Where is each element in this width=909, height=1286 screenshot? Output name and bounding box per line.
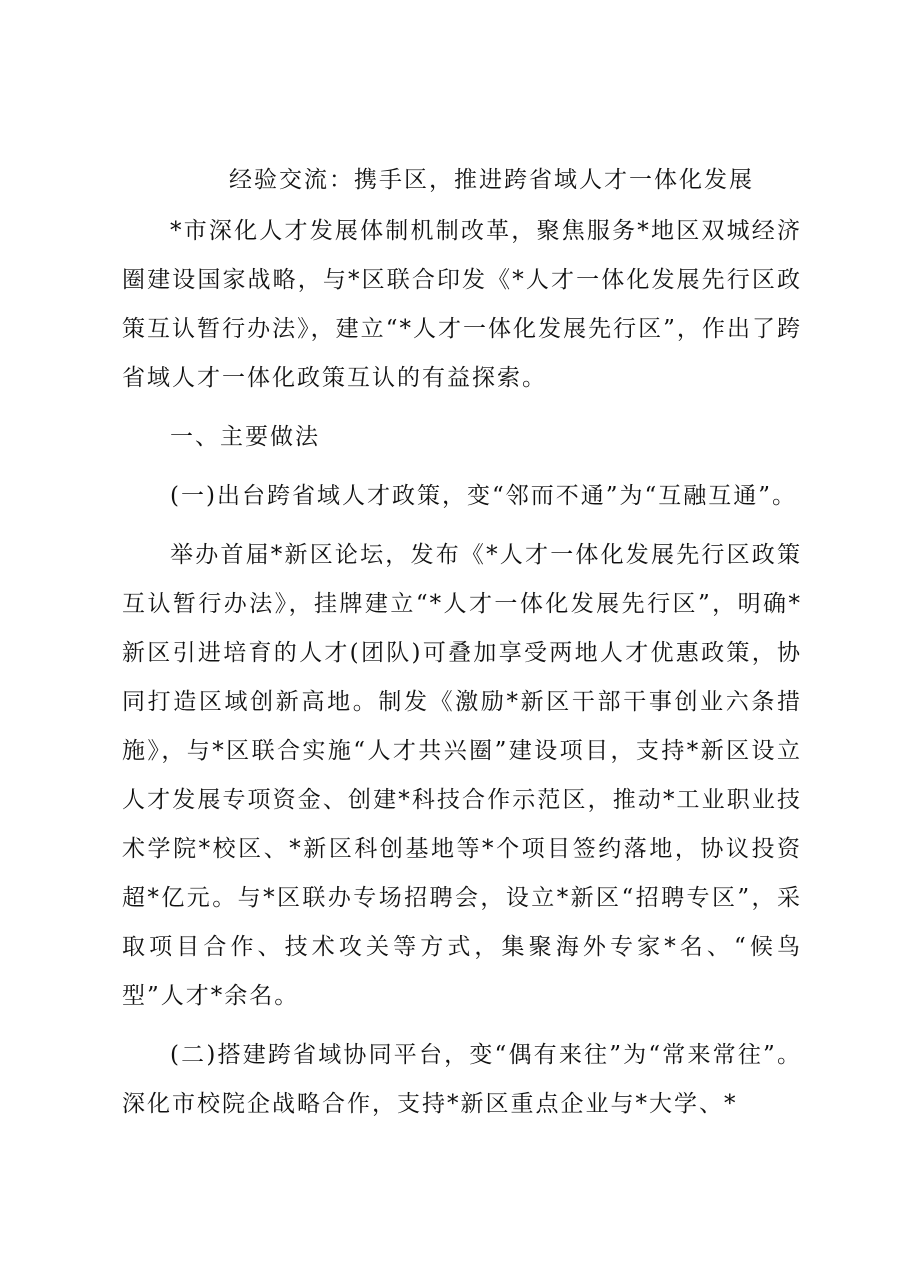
subheading-policy: (一)出台跨省域人才政策，变“邻而不通”为“互融互通”。 [170, 483, 797, 509]
section-heading-main-practices: 一、主要做法 [170, 424, 320, 450]
document-body [122, 207, 802, 1129]
document-title: 经验交流：携手区，推进跨省域人才一体化发展 [229, 167, 754, 193]
paragraph-intro: *市深化人才发展体制机制改革，聚焦服务*地区双城经济圈建设国家战略，与*区联合印发《*人才一体化发展先行区政策互认暂行办法》，建立“*人才一体化发展先行区”，作出了跨省域人才一体化政策互认的有益探索。 [122, 218, 802, 391]
paragraph-platform: (二)搭建跨省域协同平台，变“偶有来往”为“常来常往”。深化市校院企战略合作，支持*新区重点企业与*大学、* [122, 1042, 802, 1117]
paragraph-policy-details: 举办首届*新区论坛，发布《*人才一体化发展先行区政策互认暂行办法》，挂牌建立“*人才一体化发展先行区”，明确*新区引进培育的人才(团队)可叠加享受两地人才优惠政策，协同打造区域创新高地。制发《激励*新区干部干事创业六条措施》，与*区联合实施“人才共兴圈”建设项目，支持*新区设立人才发展专项资金、创建*科技合作示范区，推动*工业职业技术学院*校区、*新区科创基地等*个项目签约落地，协议投资超*亿元。与*区联办专场招聘会，设立*新区“招聘专区”，采取项目合作、技术攻关等方式，集聚海外专家*名、“候鸟型”人才*余名。 [122, 542, 802, 1009]
